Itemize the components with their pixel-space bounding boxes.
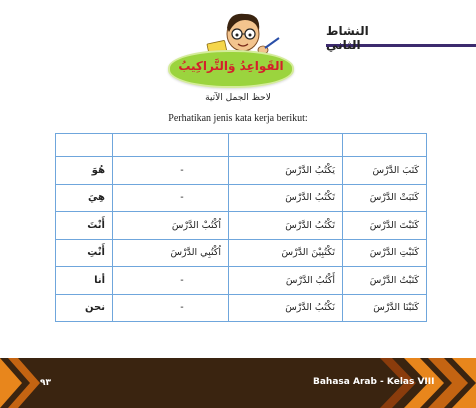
pronoun-cell: هُوَ: [56, 157, 113, 185]
present-verb-cell: تَكْتُبُ الدَّرْسَ: [229, 184, 343, 212]
pronoun-cell: أَنْتِ: [56, 239, 113, 267]
imperative-cell: -: [113, 294, 229, 322]
table-row: [56, 294, 427, 322]
book-title: Bahasa Arab - Kelas VIII: [313, 377, 435, 387]
past-verb-cell: كَتَبْتُ الدَّرْسَ: [343, 267, 427, 295]
present-verb-cell: تَكْتُبِيْنَ الدَّرْسَ: [229, 239, 343, 267]
imperative-cell: اُكْتُبِي الدَّرْسَ: [113, 239, 229, 267]
table-header-row: [56, 134, 427, 157]
table-row: [56, 239, 427, 267]
present-verb-cell: يَكْتُبُ الدَّرْسَ: [229, 157, 343, 185]
pronoun-cell: نحن: [56, 294, 113, 322]
instruction-arabic: لاحظ الجمل الآتية: [205, 93, 271, 103]
pronoun-cell: هِيَ: [56, 184, 113, 212]
instruction-indonesian: Perhatikan jenis kata kerja berikut:: [168, 113, 308, 124]
past-verb-cell: كَتَبْتَ الدَّرْسَ: [343, 212, 427, 240]
table-row: [56, 184, 427, 212]
page-number: ٩٣: [40, 378, 51, 388]
section-heading: [326, 22, 476, 52]
table-row: [56, 267, 427, 295]
imperative-cell: -: [113, 184, 229, 212]
table-row: [56, 157, 427, 185]
past-verb-cell: كَتَبْنَا الدَّرْسَ: [343, 294, 427, 322]
table-cell: [229, 134, 343, 157]
topic-banner: [168, 50, 294, 88]
present-verb-cell: أَكْتُبُ الدَّرْسَ: [229, 267, 343, 295]
imperative-cell: اُكْتُبْ الدَّرْسَ: [113, 212, 229, 240]
topic-banner-label: القَواعِدُ وَالتَّراكِيبُ: [178, 59, 284, 73]
present-verb-cell: تَكْتُبُ الدَّرْسَ: [229, 212, 343, 240]
table-cell: [56, 134, 113, 157]
present-verb-cell: نَكْتُبُ الدَّرْسَ: [229, 294, 343, 322]
imperative-cell: -: [113, 157, 229, 185]
verb-conjugation-table: [55, 133, 427, 322]
table-cell: [343, 134, 427, 157]
past-verb-cell: كَتَبَتْ الدَّرْسَ: [343, 184, 427, 212]
imperative-cell: -: [113, 267, 229, 295]
pronoun-cell: أَنْتَ: [56, 212, 113, 240]
table-cell: [113, 134, 229, 157]
pronoun-cell: أنا: [56, 267, 113, 295]
past-verb-cell: كَتَبْتِ الدَّرْسَ: [343, 239, 427, 267]
table-row: [56, 212, 427, 240]
section-heading-label: النشاط الثاني: [326, 24, 369, 52]
past-verb-cell: كَتَبَ الدَّرْسَ: [343, 157, 427, 185]
